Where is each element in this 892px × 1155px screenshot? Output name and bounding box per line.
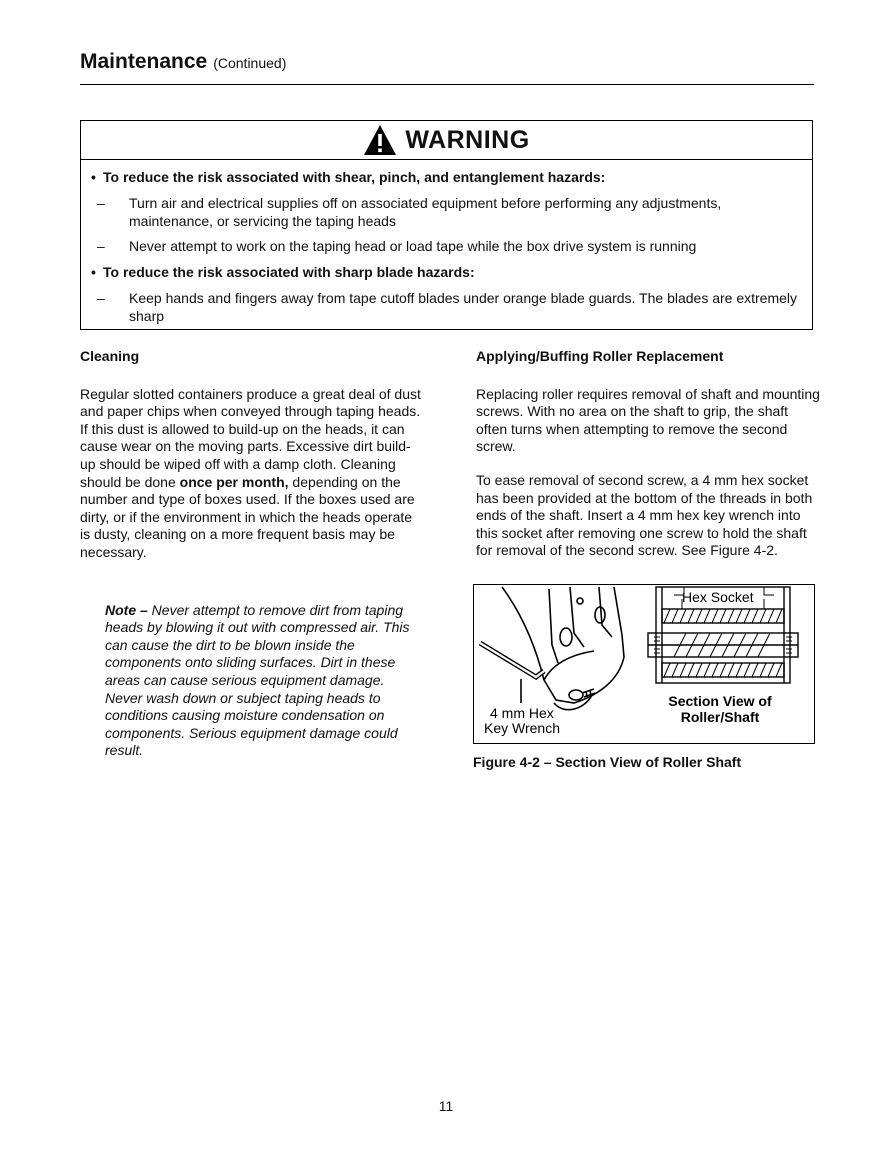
warning-bullet: • To reduce the risk associated with sharp blade hazards: — [91, 264, 475, 280]
cleaning-note: Note – Never attempt to remove dirt from taping heads by blowing it out with compressed air. This can cause the dirt to be blown inside the components onto sliding surfaces. Dirt in these areas can cause serious equipment damage. Never wash down or subject taping heads to conditions causing moisture condensation on components. Serious equipment damage could result. — [105, 601, 410, 759]
figure-caption: Figure 4-2 – Section View of Roller Shaft — [473, 754, 742, 770]
warning-item: – Turn air and electrical supplies off on associated equipment before performing any adjustments, maintenance, or servicing the taping heads — [97, 195, 722, 229]
figure-label-section-line1: Section View of — [668, 693, 772, 709]
cleaning-section — [80, 348, 425, 760]
figure-label-wrench-line1: 4 mm Hex — [490, 705, 554, 721]
roller-section — [476, 348, 821, 560]
roller-paragraph-2: To ease removal of second screw, a 4 mm hex socket has been provided at the bottom of the threads in both ends of the shaft. Insert a 4 mm hex key wrench into this socket after removing one screw to hold the shaft for removal of the second screw. See Figure 4-2. — [476, 471, 813, 559]
warning-body — [81, 160, 812, 325]
roller-paragraph-1: Replacing roller requires removal of shaft and mounting screws. With no area on the shaft to grip, the shaft often turns when attempting to remove the second screw. — [476, 385, 820, 455]
page-title-continued: (Continued) — [213, 55, 287, 71]
page-number: 11 — [438, 1098, 454, 1114]
warning-box — [80, 120, 813, 330]
figure-label-section-line2: Roller/Shaft — [680, 709, 760, 725]
page-header — [80, 50, 814, 85]
figure-label-wrench-line2: Key Wrench — [484, 720, 560, 736]
roller-heading: Applying/Buffing Roller Replacement — [476, 348, 724, 364]
warning-bullet: • To reduce the risk associated with shear, pinch, and entanglement hazards: — [91, 169, 606, 185]
figure-roller-shaft — [473, 584, 815, 744]
taping-head-drawing — [480, 587, 624, 710]
roller-shaft-illustration — [474, 585, 814, 743]
figure-label-hex-socket: Hex Socket — [682, 589, 754, 605]
warning-triangle-icon — [363, 124, 397, 156]
warning-heading: WARNING — [405, 125, 530, 154]
page-title: Maintenance — [80, 50, 208, 73]
cleaning-paragraph: Regular slotted containers produce a great deal of dust and paper chips when conveyed through taping heads. If this dust is allowed to build-up on the heads, it can cause wear on the moving parts. Excessive dirt build-up should be wiped off with a damp cloth. Cleaning should be done once per month, depending on the number and type of boxes used. If the boxes used are dirty, or if the environment in which the heads operate is dusty, cleaning on a more frequent basis may be necessary. — [80, 385, 421, 560]
cleaning-heading: Cleaning — [80, 348, 140, 364]
warning-item: – Keep hands and fingers away from tape cutoff blades under orange blade guards. The blades are extremely sharp — [97, 290, 798, 324]
warning-header — [81, 121, 812, 160]
warning-item: – Never attempt to work on the taping head or load tape while the box drive system is running — [97, 238, 697, 254]
